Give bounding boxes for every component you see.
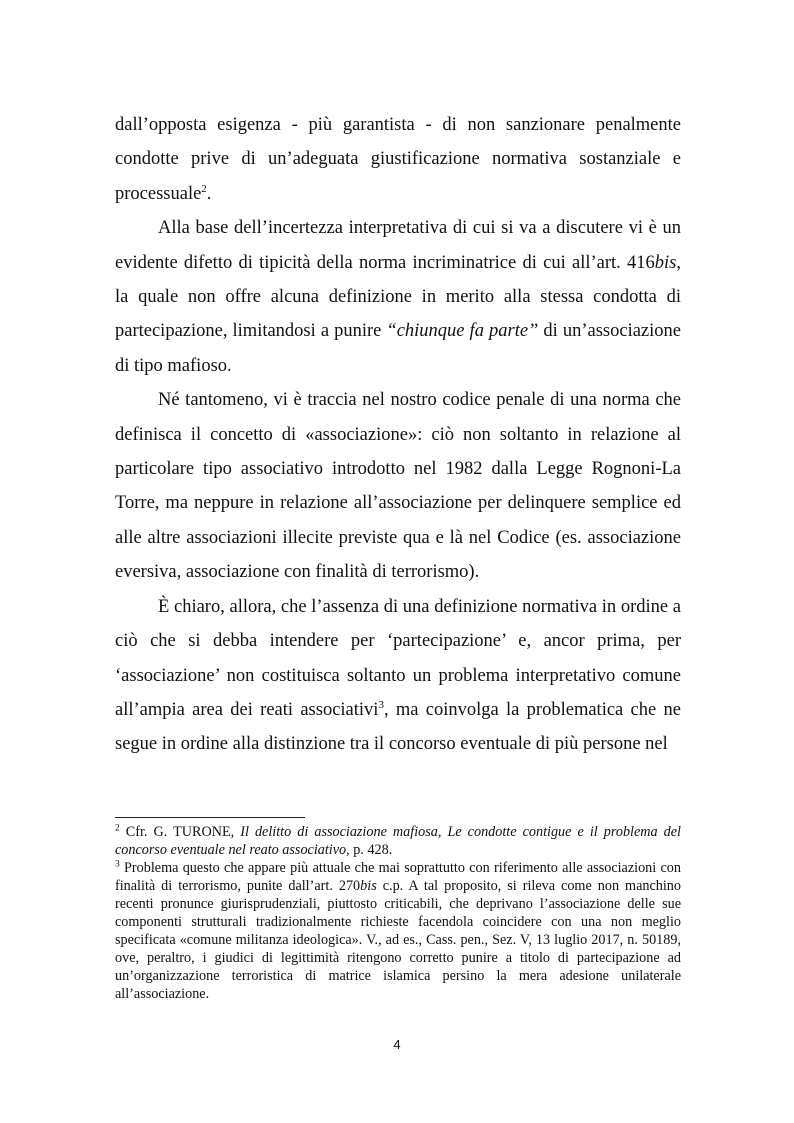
footnote-number: 3 <box>115 859 120 870</box>
footnote-ref-3[interactable]: 3 <box>378 698 384 711</box>
paragraph-4: È chiaro, allora, che l’assenza di una definizione normativa in ordine a ciò che si debba intendere per ‘partecipazione’ e, ancor prima, per ‘associazione’ non costituisca soltanto un problema interpretativo comune all’ampia area dei reati associativi$^3$, ma coinvolga la problematica che ne segue in ordine alla distinzione tra il concorso eventuale di più persone nel <box>115 596 681 755</box>
footnote-ref-2[interactable]: 2 <box>201 182 207 195</box>
paragraph-2: Alla base dell’incertezza interpretativa di cui si va a discutere vi è un evidente difetto di tipicità della norma incriminatrice di cui all’art. 416bis, la quale non offre alcuna definizione in merito alla stessa condotta di partecipazione, limitandosi a punire “chiunque fa parte” di un’associazione di tipo mafioso. <box>115 218 681 376</box>
footnote-separator <box>115 817 305 818</box>
footnote-number: 2 <box>115 823 120 834</box>
main-text <box>115 108 681 762</box>
paragraph-1: dall’opposta esigenza - più garantista - di non sanzionare penalmente condotte prive di un’adeguata giustificazione normativa sostanziale e processuale$^2$. <box>115 115 681 204</box>
footnote-2: $^2$ Cfr. G. TURONE, Il delitto di associazione mafiosa, Le condotte contigue e il problema del concorso eventuale nel reato associativo, p. 428. <box>115 823 682 858</box>
page-number: 4 <box>393 1037 401 1052</box>
footnotes <box>115 823 681 1003</box>
footnote-3: $^3$ Problema questo che appare più attuale che mai soprattutto con riferimento alle associazioni con finalità di terrorismo, punite dall’art. 270bis c.p. A tal proposito, si rileva come non manchino recenti pronunce giurisprudenziali, piuttosto criticabili, che deprivano l’associazione delle sue componenti strutturali tradizionalmente richieste facendola coincidere con una non meglio specificata «comune militanza ideologica». V., ad es., Cass. pen., Sez. V, 13 luglio 2017, n. 50189, ove, peraltro, i giudici di legittimità ritengono corretto punire a titolo di partecipazione ad un’organizzazione terroristica di matrice islamica persino la mera adesione unilaterale all’associazione. <box>115 859 681 1002</box>
paragraph-3: Né tantomeno, vi è traccia nel nostro codice penale di una norma che definisca il concetto di «associazione»: ciò non soltanto in relazione al particolare tipo associativo introdotto nel 1982 dalla Legge Rognoni-La Torre, ma neppure in relazione all’associazione per delinquere semplice ed alle altre associazioni illecite previste qua e là nel Codice (es. associazione eversiva, associazione con finalità di terrorismo). <box>115 390 681 583</box>
